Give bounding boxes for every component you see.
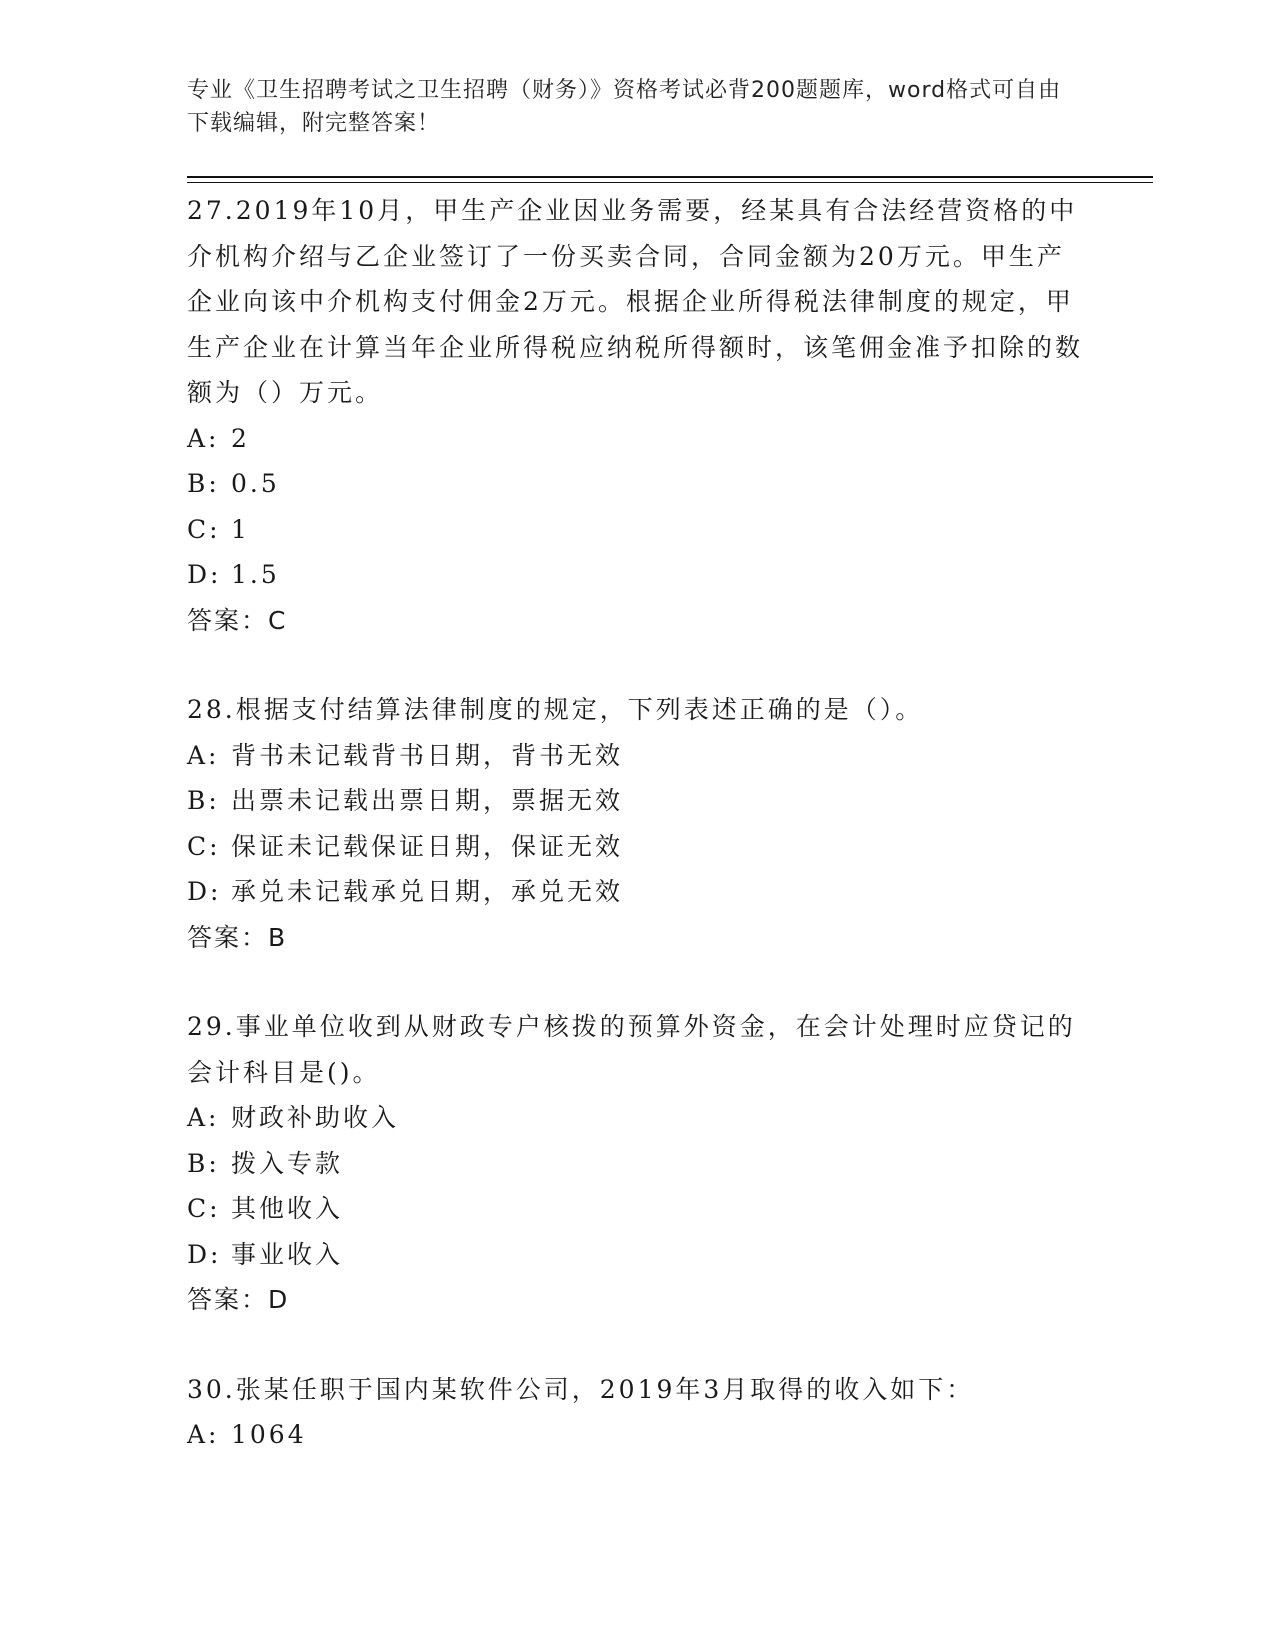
option-c (187, 824, 1087, 870)
answer-line: 答案：B (187, 922, 288, 952)
question-30 (187, 1367, 1087, 1458)
option-letter: C: (187, 831, 221, 861)
header-text: 专业《卫生招聘考试之卫生招聘（财务）》资格考试必背200题题库，word格式可自由下载编辑，附完整答案！ (187, 78, 1062, 136)
option-d (187, 552, 1087, 598)
option-letter: B: (187, 786, 220, 815)
option-letter: C: (187, 514, 221, 544)
question-list (187, 188, 1087, 1502)
option-letter: A: (187, 423, 220, 453)
question-27 (187, 188, 1087, 643)
option-letter: A: (187, 740, 220, 770)
option-letter: A: (187, 1420, 220, 1449)
option-d (187, 869, 1087, 915)
option-letter: A: (187, 1103, 220, 1132)
option-c (187, 507, 1087, 553)
option-text: 拨入专款 (231, 1148, 344, 1178)
answer-line: 答案：C (187, 605, 288, 635)
question-29 (187, 1004, 1087, 1323)
option-text: 背书未记载背书日期，背书无效 (231, 740, 624, 770)
question-stem: 27.2019年10月，甲生产企业因业务需要，经某具有合法经营资格的中介机构介绍与乙企业签订了一份买卖合同，合同金额为20万元。甲生产企业向该中介机构支付佣金2万元。根据企业所得税法律制度的规定，甲生产企业在计算当年企业所得税应纳税所得额时，该笔佣金准予扣除的数额为（）万元。 (187, 196, 1084, 407)
option-text: 财政补助收入 (231, 1103, 400, 1132)
option-text: 其他收入 (231, 1194, 344, 1223)
answer-line: 答案：D (187, 1285, 290, 1314)
option-text: 0.5 (231, 469, 280, 498)
option-letter: C: (187, 1194, 221, 1223)
option-d (187, 1232, 1087, 1278)
option-letter: B: (187, 1148, 220, 1178)
option-b (187, 1141, 1087, 1187)
option-text: 承兑未记载承兑日期，承兑无效 (231, 877, 624, 906)
option-c (187, 1186, 1087, 1232)
option-letter: D: (187, 877, 222, 906)
question-stem: 30.张某任职于国内某软件公司，2019年3月取得的收入如下： (187, 1374, 975, 1404)
question-stem: 29.事业单位收到从财政专户核拨的预算外资金，在会计处理时应贷记的会计科目是()。 (187, 1012, 1076, 1087)
option-letter: D: (187, 560, 222, 589)
option-a (187, 733, 1087, 779)
option-text: 事业收入 (231, 1239, 344, 1269)
option-text: 1 (231, 514, 250, 544)
option-letter: B: (187, 469, 220, 498)
option-text: 1064 (231, 1420, 307, 1449)
option-a (187, 1412, 1087, 1458)
option-text: 2 (231, 423, 250, 453)
option-text: 1.5 (231, 560, 280, 589)
header-divider-thin (187, 182, 1153, 183)
option-b (187, 461, 1087, 507)
question-28 (187, 687, 1087, 960)
option-letter: D: (187, 1239, 222, 1269)
option-text: 出票未记载出票日期，票据无效 (231, 786, 624, 815)
option-text: 保证未记载保证日期，保证无效 (231, 831, 624, 861)
document-header (187, 74, 1067, 140)
header-divider-thick (187, 176, 1153, 178)
option-a (187, 1095, 1087, 1141)
option-a (187, 416, 1087, 462)
option-b (187, 778, 1087, 824)
question-stem: 28.根据支付结算法律制度的规定，下列表述正确的是（）。 (187, 695, 924, 724)
